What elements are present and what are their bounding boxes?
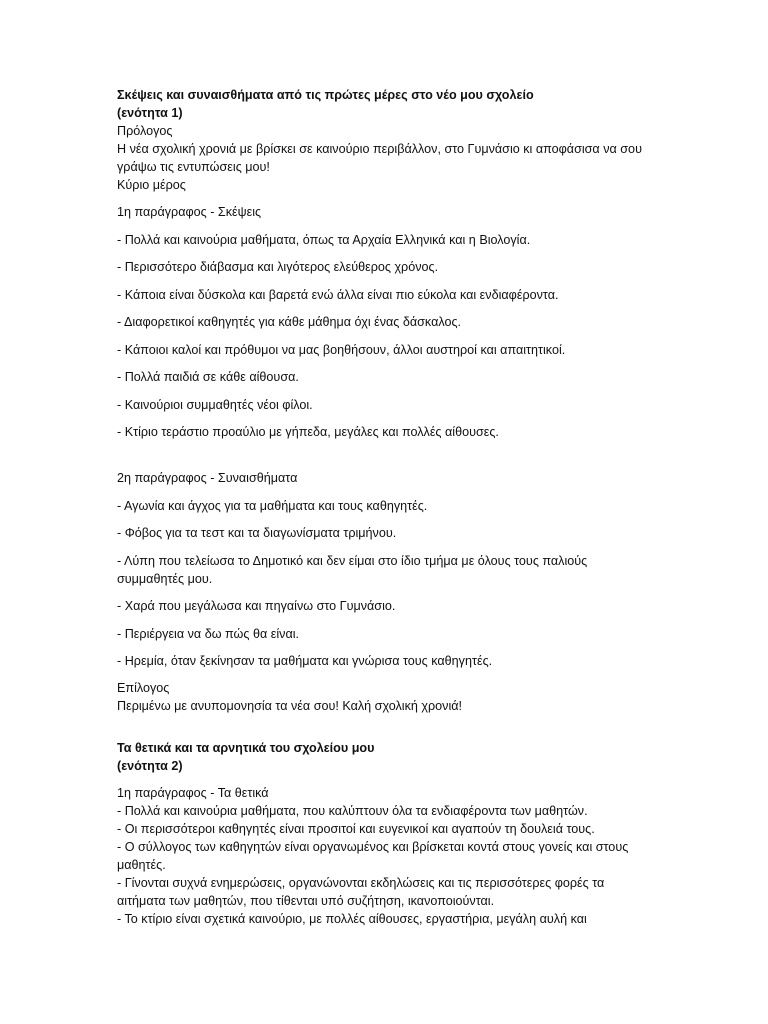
list-item: - Γίνονται συχνά ενημερώσεις, οργανώνονται εκδηλώσεις και τις περισσότερες φορές τα αιτήματα των μαθητών, που τίθενται υπό συζήτηση, ικανοποιούνται. xyxy=(117,876,605,908)
list-item: - Κάποια είναι δύσκολα και βαρετά ενώ άλλα είναι πιο εύκολα και ενδιαφέροντα. xyxy=(117,287,559,302)
list-item: - Πολλά και καινούρια μαθήματα, όπως τα Αρχαία Ελληνικά και η Βιολογία. xyxy=(117,232,531,247)
list-item: - Πολλά και καινούρια μαθήματα, που καλύπτουν όλα τα ενδιαφέροντα των μαθητών. xyxy=(117,804,588,818)
section1-title: Σκέψεις και συναισθήματα από τις πρώτες μέρες στο νέο μου σχολείο xyxy=(117,88,534,102)
s2-paragraph1-heading: 1η παράγραφος - Τα θετικά xyxy=(117,786,269,800)
list-item: - Λύπη που τελείωσα το Δημοτικό και δεν είμαι στο ίδιο τμήμα με όλους τους παλιούς συμμαθητές μου. xyxy=(117,553,588,586)
list-item: - Αγωνία και άγχος για τα μαθήματα και τους καθηγητές. xyxy=(117,498,428,513)
prologue-label: Πρόλογος xyxy=(117,124,173,138)
list-item: - Ο σύλλογος των καθηγητών είναι οργανωμένος και βρίσκεται κοντά στους γονείς και στους μαθητές. xyxy=(117,840,629,872)
list-item: - Ηρεμία, όταν ξεκίνησαν τα μαθήματα και γνώρισα τους καθηγητές. xyxy=(117,654,493,668)
list-item: - Διαφορετικοί καθηγητές για κάθε μάθημα όχι ένας δάσκαλος. xyxy=(117,315,462,329)
list-item: - Καινούριοι συμμαθητές νέοι φίλοι. xyxy=(117,397,313,412)
section1-unit: (ενότητα 1) xyxy=(117,106,183,120)
section2-title: Τα θετικά και τα αρνητικά του σχολείου μου xyxy=(117,741,375,755)
section2-unit: (ενότητα 2) xyxy=(117,759,183,773)
list-item: - Οι περισσότεροι καθηγητές είναι προσιτοί και ευγενικοί και αγαπούν τη δουλειά τους. xyxy=(117,822,595,836)
list-item: - Περισσότερο διάβασμα και λιγότερος ελεύθερος χρόνος. xyxy=(117,260,439,274)
epilogue-text: Περιμένω με ανυπομονησία τα νέα σου! Καλή σχολική χρονιά! xyxy=(117,699,463,713)
list-item: - Το κτίριο είναι σχετικά καινούριο, με πολλές αίθουσες, εργαστήρια, μεγάλη αυλή και xyxy=(117,912,587,926)
list-item: - Πολλά παιδιά σε κάθε αίθουσα. xyxy=(117,370,299,384)
main-label: Κύριο μέρος xyxy=(117,178,186,192)
s1-paragraph1-heading: 1η παράγραφος - Σκέψεις xyxy=(117,205,262,219)
list-item: - Φόβος για τα τεστ και τα διαγωνίσματα τριμήνου. xyxy=(117,526,397,540)
epilogue-label: Επίλογος xyxy=(117,681,170,695)
list-item: - Χαρά που μεγάλωσα και πηγαίνω στο Γυμνάσιο. xyxy=(117,599,396,613)
prologue-text: Η νέα σχολική χρονιά με βρίσκει σε καινούριο περιβάλλον, στο Γυμνάσιο κι αποφάσισα να σου γράψω τις εντυπώσεις μου! xyxy=(117,142,642,174)
list-item: - Κτίριο τεράστιο προαύλιο με γήπεδα, μεγάλες και πολλές αίθουσες. xyxy=(117,425,499,439)
s1-paragraph2-heading: 2η παράγραφος - Συναισθήματα xyxy=(117,471,298,485)
list-item: - Κάποιοι καλοί και πρόθυμοι να μας βοηθήσουν, άλλοι αυστηροί και απαιτητικοί. xyxy=(117,342,566,357)
list-item: - Περιέργεια να δω πώς θα είναι. xyxy=(117,626,300,641)
document-body xyxy=(117,86,652,928)
